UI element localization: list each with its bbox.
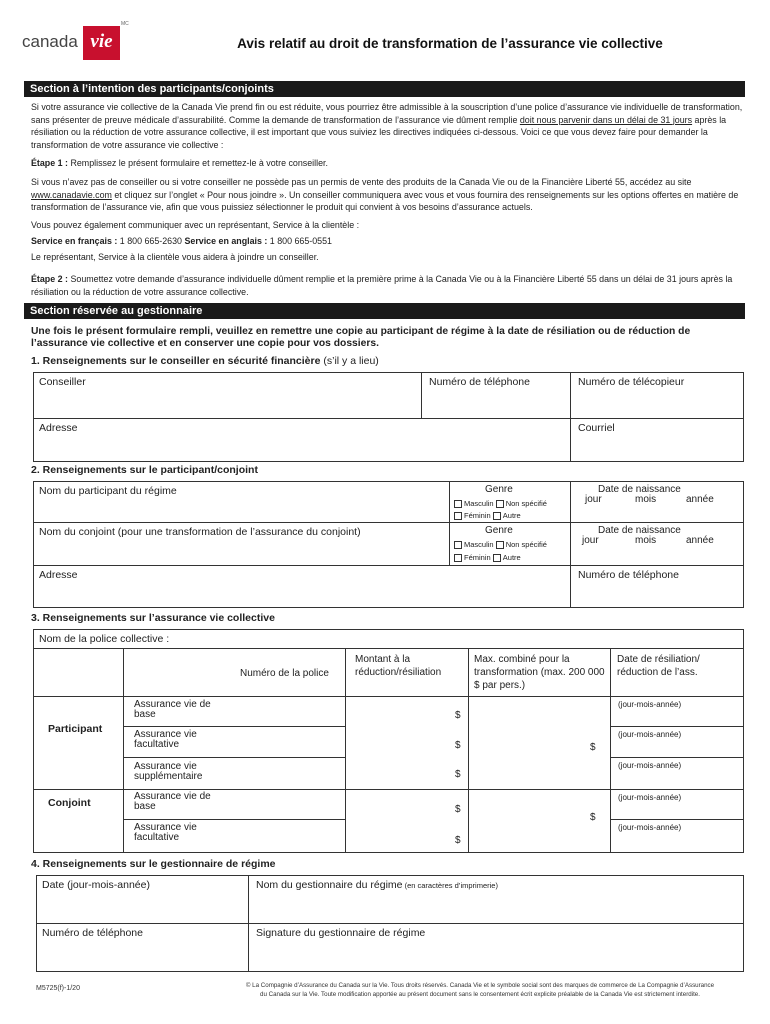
amount-field-3[interactable]: $ [455,769,461,780]
female-checkbox-2[interactable] [454,554,462,562]
col-amount: Montant à la réduction/résiliation [355,654,442,678]
dob-year-1[interactable]: année [686,494,714,505]
manager-name-field[interactable]: Nom du gestionnaire du régime (en caractères d’imprimerie) [256,879,498,891]
amount-field-1[interactable]: $ [455,710,461,721]
advisor-paragraph: Si vous n’avez pas de conseiller ou si votre conseiller ne possède pas un permis de vente des produits de la Canada Vie ou de la Financière Liberté 55, accédez au site www.canadavie.com et cliquez sur l’onglet « Pour nous joindre ». Un conseiller communiquera avec vous et vous fournira des renseignements sur les options offertes en matière de transformation de l’assurance vie, afin que vous puissiez sélectionner le produit qui convient à vos besoins d’assurance actuels. [31,177,739,212]
dob-month-2[interactable]: mois [635,535,657,546]
dob-label-1: Date de naissance [598,484,681,495]
unspecified-checkbox-1[interactable] [496,500,504,508]
section-participants-heading: Section à l’intention des participants/conjoints [24,81,745,97]
gender-label-1: Genre [485,484,513,495]
amount-field-4[interactable]: $ [455,804,461,815]
gender-options-1: Masculin Non spécifié [454,499,547,508]
manager-signature-field[interactable]: Signature du gestionnaire de régime [256,927,426,939]
male-checkbox-2[interactable] [454,541,462,549]
section-manager-heading: Section réservée au gestionnaire [24,303,745,319]
participant-address-field[interactable]: Adresse [39,569,78,581]
participant-name-field[interactable]: Nom du participant du régime [39,485,177,497]
max-participant-field[interactable]: $ [590,742,596,753]
amount-field-2[interactable]: $ [455,740,461,751]
other-checkbox-1[interactable] [493,512,501,520]
advisor-email-field[interactable]: Courriel [578,422,615,434]
dob-year-2[interactable]: année [686,535,714,546]
row-optional-life-spouse: Assurance vie facultative [134,822,197,843]
logo-trademark: MC [121,21,129,27]
manager-intro: Une fois le présent formulaire rempli, veuillez en remettre une copie au participant de régime à la date de résiliation ou de réduction de l’assurance vie collective et en conserver une copie pour vos dossiers. [31,326,691,349]
participant-row-label: Participant [48,723,103,735]
col-max-conversion: Max. combiné pour la transformation (max. 200 000 $ par pers.) [474,654,605,691]
manager-section-title: 4. Renseignements sur le gestionnaire de régime [31,858,276,870]
manager-phone-field[interactable]: Numéro de téléphone [42,927,143,939]
group-policy-name-field[interactable]: Nom de la police collective : [39,633,170,645]
advisor-fax-field[interactable]: Numéro de télécopieur [578,376,685,388]
step-1: Étape 1 : Remplissez le présent formulaire et remettez-le à votre conseiller. [31,158,328,168]
advisor-address-field[interactable]: Adresse [39,422,78,434]
website-link[interactable]: www.canadavie.com [31,189,112,200]
step-2: Étape 2 : Soumettez votre demande d’assurance individuelle dûment remplie et la première prime à la Canada Vie ou à la Financière Liberté 55 dans un délai de 31 jours après la résiliation ou la réduction de votre assurance collective. [31,274,733,297]
dob-day-1[interactable]: jour [585,494,602,505]
legal-notice: © La Compagnie d’Assurance du Canada sur la Vie. Tous droits réservés. Canada Vie et le symbole social sont des marques de commerce de La Compagnie d’Assurance du Canada sur la Vie. Toute modification apportée au présent document sans le consentement écrit explicite préalable de la Canada Vie est strictement interdite. [245,982,715,998]
col-policy-number: Numéro de la police [240,668,329,679]
row-supplemental-life-participant: Assurance vie supplémentaire [134,761,203,782]
date-field-4[interactable]: (jour-mois-année) [618,793,682,802]
gender-label-2: Genre [485,525,513,536]
row-optional-life-participant: Assurance vie facultative [134,729,197,750]
date-field-1[interactable]: (jour-mois-année) [618,700,682,709]
max-spouse-field[interactable]: $ [590,812,596,823]
spouse-name-field[interactable]: Nom du conjoint (pour une transformation de l’assurance du conjoint) [39,526,361,538]
male-checkbox-1[interactable] [454,500,462,508]
form-code: M5725(f)-1/20 [36,985,80,992]
other-checkbox-2[interactable] [493,554,501,562]
participant-phone-field[interactable]: Numéro de téléphone [578,569,679,581]
participant-section-title: 2. Renseignements sur le participant/conjoint [31,464,258,476]
logo-wordmark: canada [22,32,78,51]
representative-note: Le représentant, Service à la clientèle vous aidera à joindre un conseiller. [31,252,319,262]
row-basic-life-participant: Assurance vie de base [134,699,211,720]
logo-mark: vie [83,26,120,60]
amount-field-5[interactable]: $ [455,835,461,846]
manager-date-field[interactable]: Date (jour-mois-année) [42,879,150,891]
advisor-name-field[interactable]: Conseiller [39,376,86,388]
advisor-section-title: 1. Renseignements sur le conseiller en sécurité financière (s’il y a lieu) [31,355,379,367]
date-field-2[interactable]: (jour-mois-année) [618,730,682,739]
service-numbers: Service en français : 1 800 665-2630 Service en anglais : 1 800 665-0551 [31,236,332,246]
date-field-5[interactable]: (jour-mois-année) [618,823,682,832]
row-basic-life-spouse: Assurance vie de base [134,791,211,812]
intro-paragraph: Si votre assurance vie collective de la Canada Vie prend fin ou est réduite, vous pourriez être admissible à la souscription d’une police d’assurance vie individuelle de transformation, sans présenter de preuve médicale d’assurabilité. Comme la demande de transformation de l’assurance vie dûment remplie doit nous parvenir dans un délai de 31 jours après la résiliation ou la réduction de votre assurance collective, il est important que vous suiviez les directives indiquées ci-dessous. Voici ce que vous devez faire pour demander la transformation de votre assurance vie collective : [31,102,743,150]
date-field-3[interactable]: (jour-mois-année) [618,761,682,770]
unspecified-checkbox-2[interactable] [496,541,504,549]
col-termination-date: Date de résiliation/ réduction de l’ass. [617,654,700,678]
document-title: Avis relatif au droit de transformation de l’assurance vie collective [237,36,663,51]
spouse-row-label: Conjoint [48,797,91,809]
female-checkbox-1[interactable] [454,512,462,520]
dob-month-1[interactable]: mois [635,494,657,505]
dob-label-2: Date de naissance [598,525,681,536]
insurance-section-title: 3. Renseignements sur l’assurance vie collective [31,612,275,624]
dob-day-2[interactable]: jour [582,535,599,546]
contact-intro: Vous pouvez également communiquer avec un représentant, Service à la clientèle : [31,220,360,230]
advisor-phone-field[interactable]: Numéro de téléphone [429,376,530,388]
